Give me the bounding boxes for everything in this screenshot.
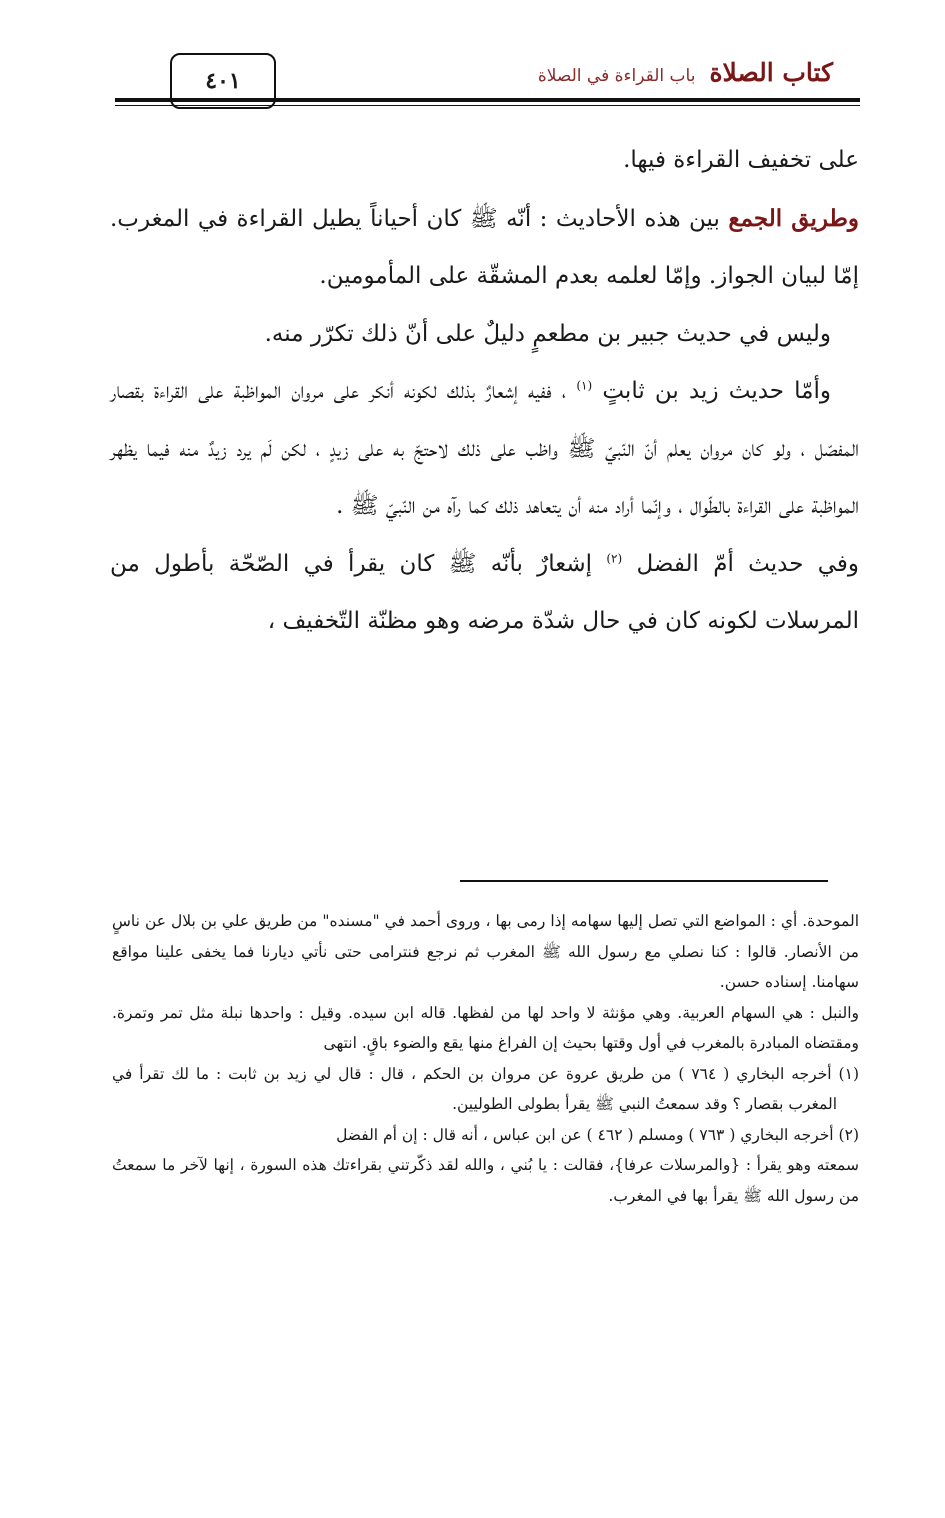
header-rule-thin: [115, 105, 860, 106]
footnote-ref-1[interactable]: (١): [576, 378, 593, 393]
footnotes: [112, 906, 859, 1211]
book-title: كتاب الصلاة: [709, 58, 833, 87]
footnote-2-continued: سمعته وهو يقرأ : {والمرسلات عرفا}، فقالت : يا بُني ، والله لقد ذكّرتني بقراءتك هذه السورة ، إنها لآخر ما سمعتُ من رسول الله ﷺ يقرأ بها في المغرب.: [112, 1156, 859, 1205]
footnote-1-number: (١): [838, 1064, 859, 1083]
footnote-continued-2: والنبل : هي السهام العربية. وهي مؤنثة لا واحد لها من لفظها. قاله ابن سيده. وقيل : واحدها نبلة مثل تمر وتمرة. ومقتضاه المبادرة بالمغرب في أول وقتها بحيث إن الفراغ منها يقع والضوء باقٍ. انتهى: [112, 1003, 859, 1052]
footnote-continued-1: الموحدة. أي : المواضع التي تصل إليها سهامه إذا رمى بها ، وروى أحمد في "مسنده" من طريق علي بن بلال عن ناسٍ من الأنصار. قالوا : كنا نصلي مع رسول الله ﷺ المغرب ثم نرجع فنترامى حتى نأتي ديارنا فما يخفى علينا مواقع سهامنا. إسناده حسن.: [112, 912, 859, 991]
paragraph-3: وليس في حديث جبير بن مطعمٍ دليلٌ على أنّ ذلك تكرّر منه.: [264, 320, 831, 347]
paragraph-1: على تخفيف القراءة فيها.: [623, 147, 859, 173]
footnote-separator: [460, 880, 828, 882]
paragraph-2-text: بين هذه الأحاديث : أنّه ﷺ كان أحياناً يطيل القراءة في المغرب. إمّا لبيان الجواز. وإمّا لعلمه بعدم المشقّة على المأمومين.: [110, 205, 859, 289]
footnote-1: [112, 1059, 859, 1120]
paragraph-2: [110, 190, 859, 306]
footnote-1-text: أخرجه البخاري ( ٧٦٤ ) من طريق عروة عن مروان بن الحكم ، قال : قال لي زيد بن ثابت : ما لك تقرأ في المغرب بقصار ؟ وقد سمعتُ النبي ﷺ يقرأ بطولى الطوليين.: [112, 1064, 837, 1113]
paragraph-4-text: ، ففيه إشعارٌ بذلك لكونه أنكر على مروان المواظبة على القراءة بقصار المفصّل ، ولو كان مروان يعلم أنّ النّبيّ ﷺ واظب على ذلك لاحتجّ به على زيدٍ ، لكن لَم يرد زيدٌ منه فيما يظهر المواظبة على القراءة بالطّوال ، وإنّما أراد منه أن يتعاهد ذلك كما رآه من النّبيّ ﷺ .: [110, 378, 859, 519]
chapter-title: باب القراءة في الصلاة: [537, 66, 696, 86]
main-text: [110, 132, 859, 651]
footnote-2: [112, 1120, 859, 1151]
running-head: [538, 58, 833, 87]
footnote-ref-2[interactable]: (٢): [606, 550, 623, 565]
paragraph-5-text: إشعارٌ بأنّه ﷺ كان يقرأ في الصّحّة بأطول من المرسلات لكونه كان في حال شدّة مرضه وهو مظنّة التّخفيف ،: [110, 550, 859, 634]
page-header: [0, 0, 945, 110]
paragraph-5: [110, 536, 859, 651]
header-rule-thick: [115, 98, 860, 102]
paragraph-5-start: وفي حديث أمّ الفضل: [636, 550, 859, 577]
footnote-2-number: (٢): [838, 1125, 859, 1144]
highlight-term: وطريق الجمع: [728, 204, 859, 232]
paragraph-4-start: وأمّا حديث زيد بن ثابتٍ: [602, 378, 831, 404]
page-number: ٤٠١: [205, 68, 241, 94]
footnote-2-text: أخرجه البخاري ( ٧٦٣ ) ومسلم ( ٤٦٢ ) عن ابن عباس ، أنه قال : إن أم الفضل: [336, 1125, 834, 1144]
paragraph-4: [110, 363, 859, 536]
